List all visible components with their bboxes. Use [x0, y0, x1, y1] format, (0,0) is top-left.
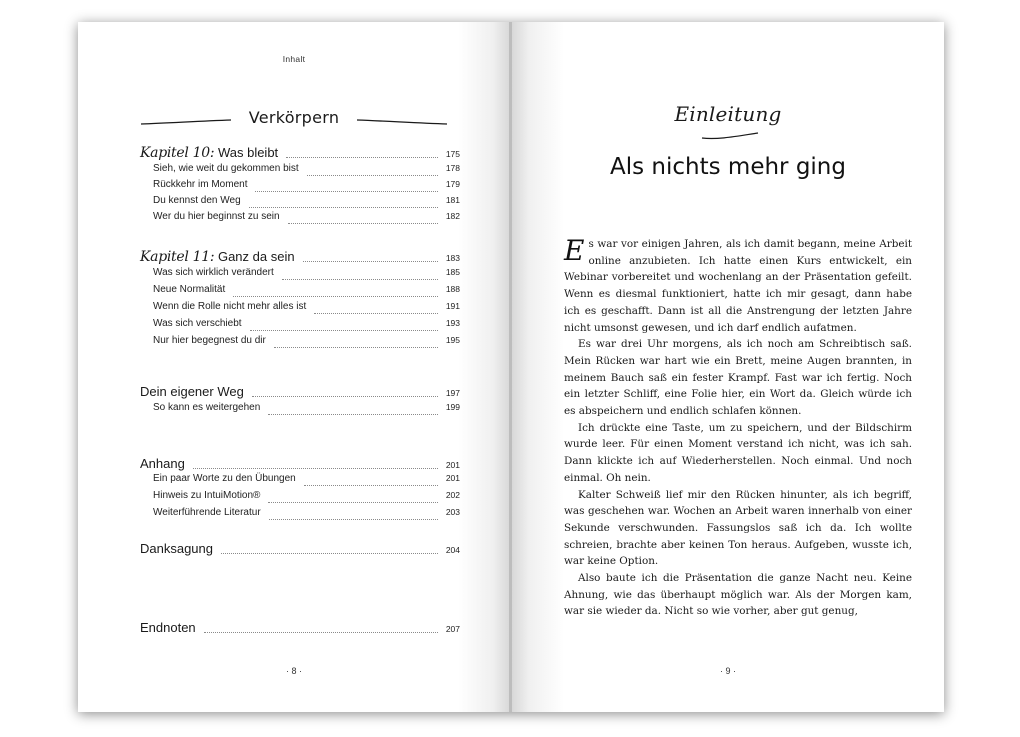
page-number: 182 — [445, 211, 460, 221]
page-number: 207 — [445, 624, 460, 634]
page-number: 204 — [445, 545, 460, 555]
toc-entry[interactable] — [140, 179, 460, 195]
leader-dots — [255, 191, 438, 192]
entry-label: Wenn die Rolle nicht mehr alles ist — [153, 301, 307, 312]
drop-cap: E — [564, 234, 585, 267]
page-number: 178 — [445, 163, 460, 173]
entry-label: Neue Normalität — [153, 284, 226, 295]
toc-entry[interactable] — [140, 318, 460, 334]
leader-dots — [303, 261, 438, 262]
toc-entry[interactable] — [140, 335, 460, 351]
script-heading: Einleitung — [674, 102, 782, 126]
leader-dots — [221, 553, 438, 554]
running-head: Inhalt — [282, 54, 306, 64]
toc-section-danksagung[interactable] — [140, 541, 460, 557]
left-page — [78, 22, 510, 712]
page-number: 195 — [445, 335, 460, 345]
toc-entry[interactable] — [140, 490, 460, 506]
section-title: Verkörpern — [248, 108, 340, 127]
leader-dots — [268, 502, 438, 503]
leader-dots — [193, 468, 438, 469]
leader-dots — [204, 632, 438, 633]
leader-dots — [288, 223, 438, 224]
toc-entry[interactable] — [140, 195, 460, 211]
paragraph: Kalter Schweiß lief mir den Rücken hinunter, als ich begriff, was geschehen war. Wochen an Arbeit waren innerhalb von einer Sekunde verschwunden. Fassungslos saß ich da. Ich wollte schreien, brachte aber keinen Ton heraus. Aufgeben, wusste ich, war keine Option. — [564, 488, 912, 568]
page-number: 175 — [445, 149, 460, 159]
right-swash-ornament — [356, 118, 448, 128]
entry-label: Sieh, wie weit du gekommen bist — [153, 163, 299, 174]
chapter-title: Was bleibt — [217, 145, 279, 160]
kapitel-label: Kapitel 10: — [140, 145, 215, 161]
paragraph-text: s war vor einigen Jahren, als ich damit begann, meine Arbeit online anzubieten. Ich hatte einen Kurs entwickelt, ein Webinar vorbereitet und wochenlang an der Präsentation gefeilt. Wenn es diesmal funktioniert, hatte ich mir gesagt, dann habe ich es geschafft. Dann ist all die Anstrengung der letzten Jahre nicht umsonst gewesen, und ich darf endlich aufatmen. — [564, 238, 912, 334]
section-heading — [140, 108, 448, 132]
paragraph: Ich drückte eine Taste, um zu speichern, und der Bildschirm wurde leer. Für einen Moment verstand ich nicht, was ich sah. Dann klickte ich auf Wiederherstellen. Noch einmal. Und noch einmal. Oh nein. — [564, 421, 912, 484]
toc-entry[interactable] — [140, 473, 460, 489]
section-label: Endnoten — [140, 620, 196, 635]
body-text — [564, 236, 912, 620]
leader-dots — [252, 396, 438, 397]
leader-dots — [233, 296, 438, 297]
toc-section-eigener-weg[interactable] — [140, 384, 460, 400]
entry-label: So kann es weitergehen — [153, 402, 261, 413]
right-page — [512, 22, 944, 712]
page-number: 203 — [445, 507, 460, 517]
entry-label: Was sich verschiebt — [153, 318, 242, 329]
entry-label: Ein paar Worte zu den Übungen — [153, 473, 296, 484]
page-number: 181 — [445, 195, 460, 205]
page-number: 191 — [445, 301, 460, 311]
leader-dots — [249, 207, 438, 208]
page-number: 201 — [445, 460, 460, 470]
leader-dots — [286, 157, 438, 158]
toc-entry[interactable] — [140, 267, 460, 283]
page-number: 179 — [445, 179, 460, 189]
toc-entry[interactable] — [140, 402, 460, 418]
leader-dots — [307, 175, 438, 176]
entry-label: Rückkehr im Moment — [153, 179, 248, 190]
leader-dots — [304, 485, 438, 486]
toc-entry[interactable] — [140, 284, 460, 300]
entry-label: Was sich wirklich verändert — [153, 267, 274, 278]
toc-entry[interactable] — [140, 211, 460, 227]
leader-dots — [282, 279, 438, 280]
leader-dots — [268, 414, 438, 415]
section-label: Danksagung — [140, 541, 213, 556]
page-folio-left: · 8 · — [285, 666, 302, 676]
page-number: 185 — [445, 267, 460, 277]
toc-chapter-11[interactable] — [140, 249, 460, 265]
chapter-title: Ganz da sein — [217, 249, 295, 264]
page-number: 188 — [445, 284, 460, 294]
leader-dots — [269, 519, 438, 520]
toc-entry[interactable] — [140, 163, 460, 179]
book-spread — [78, 22, 944, 712]
toc-section-endnoten[interactable] — [140, 620, 460, 636]
page-number: 183 — [445, 253, 460, 263]
paragraph: Es war drei Uhr morgens, als ich noch am Schreibtisch saß. Mein Rücken war hart wie ein Brett, meine Augen brannten, in meinem Bauch saß ein fester Krampf. Fast war ich fertig. Noch ein letzter Schliff, eine Folie hier, ein Wort da. Gleich würde ich es abspeichern und endlich schlafen können. — [564, 338, 912, 418]
toc-section-anhang[interactable] — [140, 456, 460, 472]
leader-dots — [314, 313, 438, 314]
entry-label: Wer du hier beginnst zu sein — [153, 211, 280, 222]
toc-entry[interactable] — [140, 507, 460, 523]
page-number: 199 — [445, 402, 460, 412]
chapter-title: Als nichts mehr ging — [610, 154, 846, 180]
leader-dots — [250, 330, 438, 331]
section-label: Anhang — [140, 456, 185, 471]
kapitel-label: Kapitel 11: — [140, 249, 215, 265]
page-number: 202 — [445, 490, 460, 500]
toc-chapter-10[interactable] — [140, 145, 460, 161]
entry-label: Hinweis zu IntuiMotion® — [153, 490, 261, 501]
paragraph — [564, 236, 912, 336]
toc-entry[interactable] — [140, 301, 460, 317]
paragraph: Also baute ich die Präsentation die ganze Nacht neu. Keine Ahnung, wie das überhaupt möglich war. Als der Morgen kam, war sie wieder da. Nicht so wie vorher, aber gut genug, — [564, 572, 912, 618]
entry-label: Du kennst den Weg — [153, 195, 241, 206]
page-number: 197 — [445, 388, 460, 398]
entry-label: Nur hier begegnest du dir — [153, 335, 266, 346]
section-label: Dein eigener Weg — [140, 384, 244, 399]
page-number: 201 — [445, 473, 460, 483]
page-folio-right: · 9 · — [719, 666, 736, 676]
entry-label: Weiterführende Literatur — [153, 507, 261, 518]
heading-swash-ornament — [700, 130, 760, 142]
leader-dots — [274, 347, 438, 348]
page-number: 193 — [445, 318, 460, 328]
